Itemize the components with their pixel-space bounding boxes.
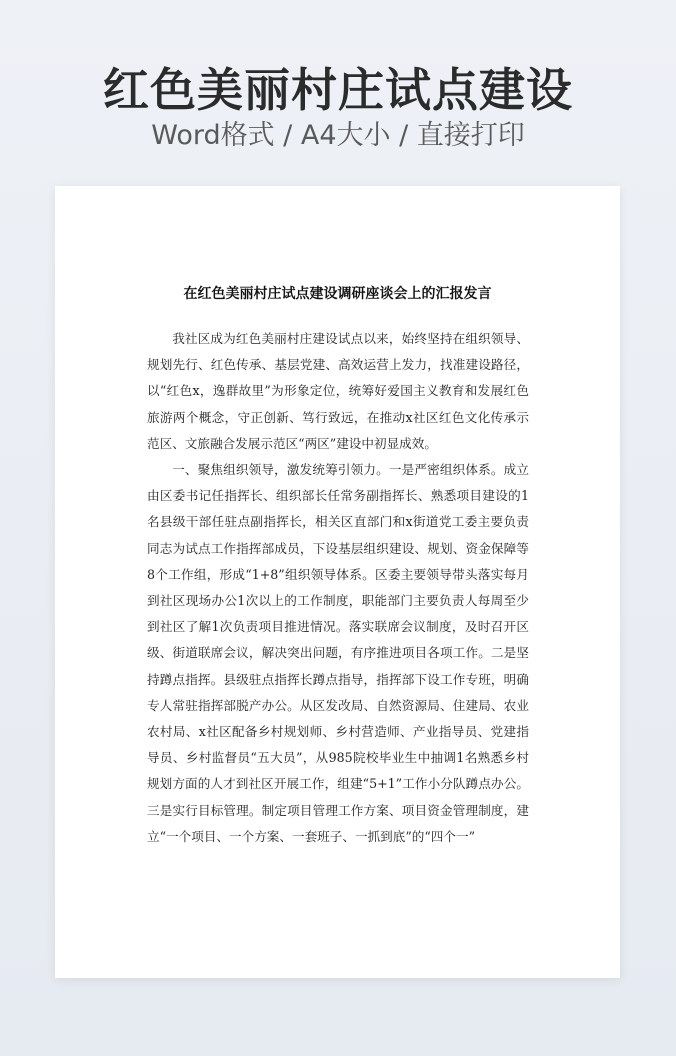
banner-subtitle: Word格式 / A4大小 / 直接打印 [151, 120, 525, 151]
banner [0, 0, 676, 180]
document-title: 在红色美丽村庄试点建设调研座谈会上的汇报发言 [183, 286, 492, 302]
document-page [55, 186, 620, 978]
paragraph: 我社区成为红色美丽村庄建设试点以来，始终坚持在组织领导、规划先行、红色传承、基层党建、高效运营上发力，找准建设路径，以“红色x，逸群故里”为形象定位，统筹好爱国主义教育和发展红色旅游两个概念，守正创新、笃行致远，在推动x社区红色文化传承示范区、文旅融合发展示范区“两区”建设中初显成效。 [147, 331, 529, 451]
paragraph: 一、聚焦组织领导，激发统筹引领力。一是严密组织体系。成立由区委书记任指挥长、组织部长任常务副指挥长、熟悉项目建设的1名县级干部任驻点副指挥长，相关区直部门和x街道党工委主要负责同志为试点工作指挥部成员，下设基层组织建设、规划、资金保障等8个工作组，形成“1+8”组织领导体系。区委主要领导带头落实每月到社区现场办公1次以上的工作制度，职能部门主要负责人每周至少到社区了解1次负责项目推进情况。落实联席会议制度，及时召开区级、街道联席会议，解决突出问题，有序推进项目各项工作。二是坚持蹲点指挥。县级驻点指挥长蹲点指导，指挥部下设工作专班，明确专人常驻指挥部脱产办公。从区发改局、自然资源局、住建局、农业农村局、x社区配备乡村规划师、乡村营造师、产业指导员、党建指导员、乡村监督员“五大员”，从985院校毕业生中抽调1名熟悉乡村规划方面的人才到社区开展工作，组建“5+1”工作小分队蹲点办公。三是实行目标管理。制定项目管理工作方案、项目资金管理制度，建立“一个项目、一个方案、一套班子、一抓到底”的“四个一” [147, 462, 529, 844]
document-body [147, 326, 529, 850]
banner-title: 红色美丽村庄试点建设 [103, 63, 573, 117]
